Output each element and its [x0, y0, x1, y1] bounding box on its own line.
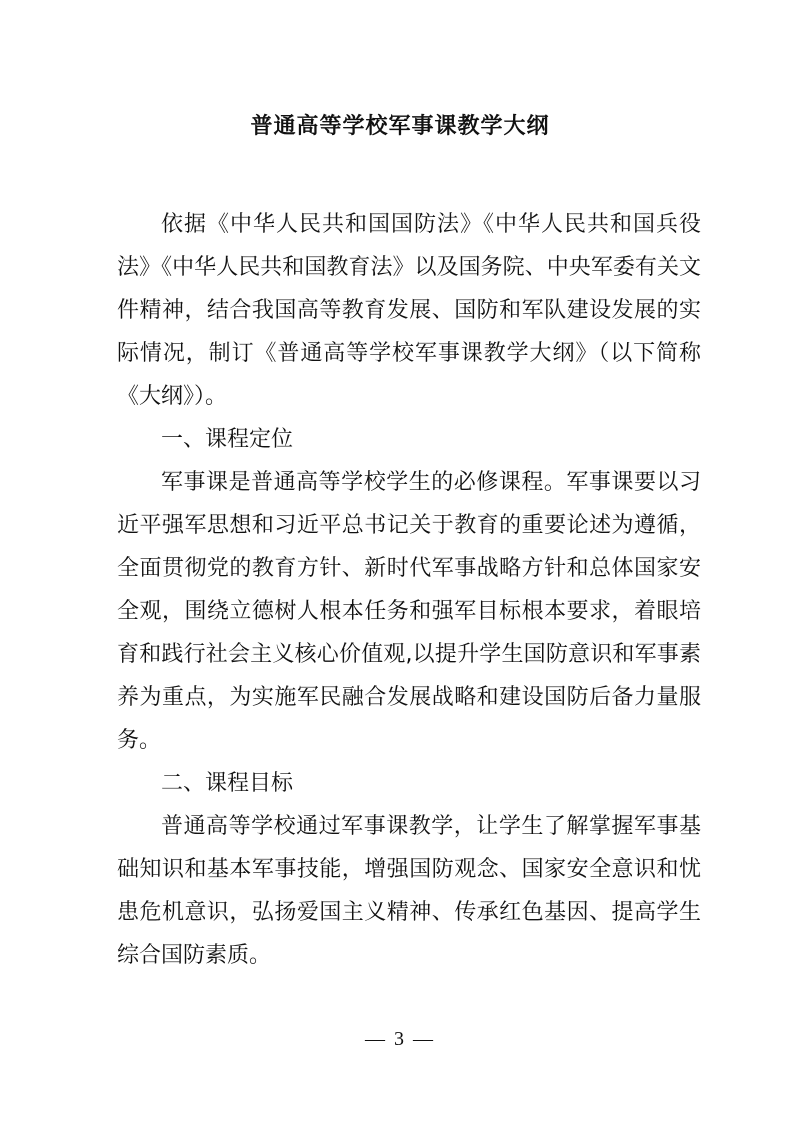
section-paragraph-course-objectives: 普通高等学校通过军事课教学，让学生了解掌握军事基础知识和基本军事技能，增强国防观念、国家安全意识和忧患危机意识，弘扬爱国主义精神、传承红色基因、提高学生综合国防素质。 [117, 814, 701, 968]
page-number: — 3 — [365, 1028, 435, 1050]
document-body [117, 203, 701, 977]
section-heading-course-positioning: 一、课程定位 [161, 427, 294, 452]
section-paragraph-course-positioning: 军事课是普通高等学校学生的必修课程。军事课要以习近平强军思想和习近平总书记关于教育的重要论述为遵循，全面贯彻党的教育方针、新时代军事战略方针和总体国家安全观，围绕立德树人根本任务和强军目标根本要求，着眼培育和践行社会主义核心价值观,以提升学生国防意识和军事素养为重点，为实施军民融合发展战略和建设国防后备力量服务。 [117, 470, 701, 753]
section-heading-course-objectives: 二、课程目标 [161, 771, 294, 796]
document-title: 普通高等学校军事课教学大纲 [250, 114, 550, 139]
intro-paragraph: 依据《中华人民共和国国防法》《中华人民共和国兵役法》《中华人民共和国教育法》以及国务院、中央军委有关文件精神，结合我国高等教育发展、国防和军队建设发展的实际情况，制订《普通高等学校军事课教学大纲》（以下简称《大纲》）。 [117, 212, 701, 409]
